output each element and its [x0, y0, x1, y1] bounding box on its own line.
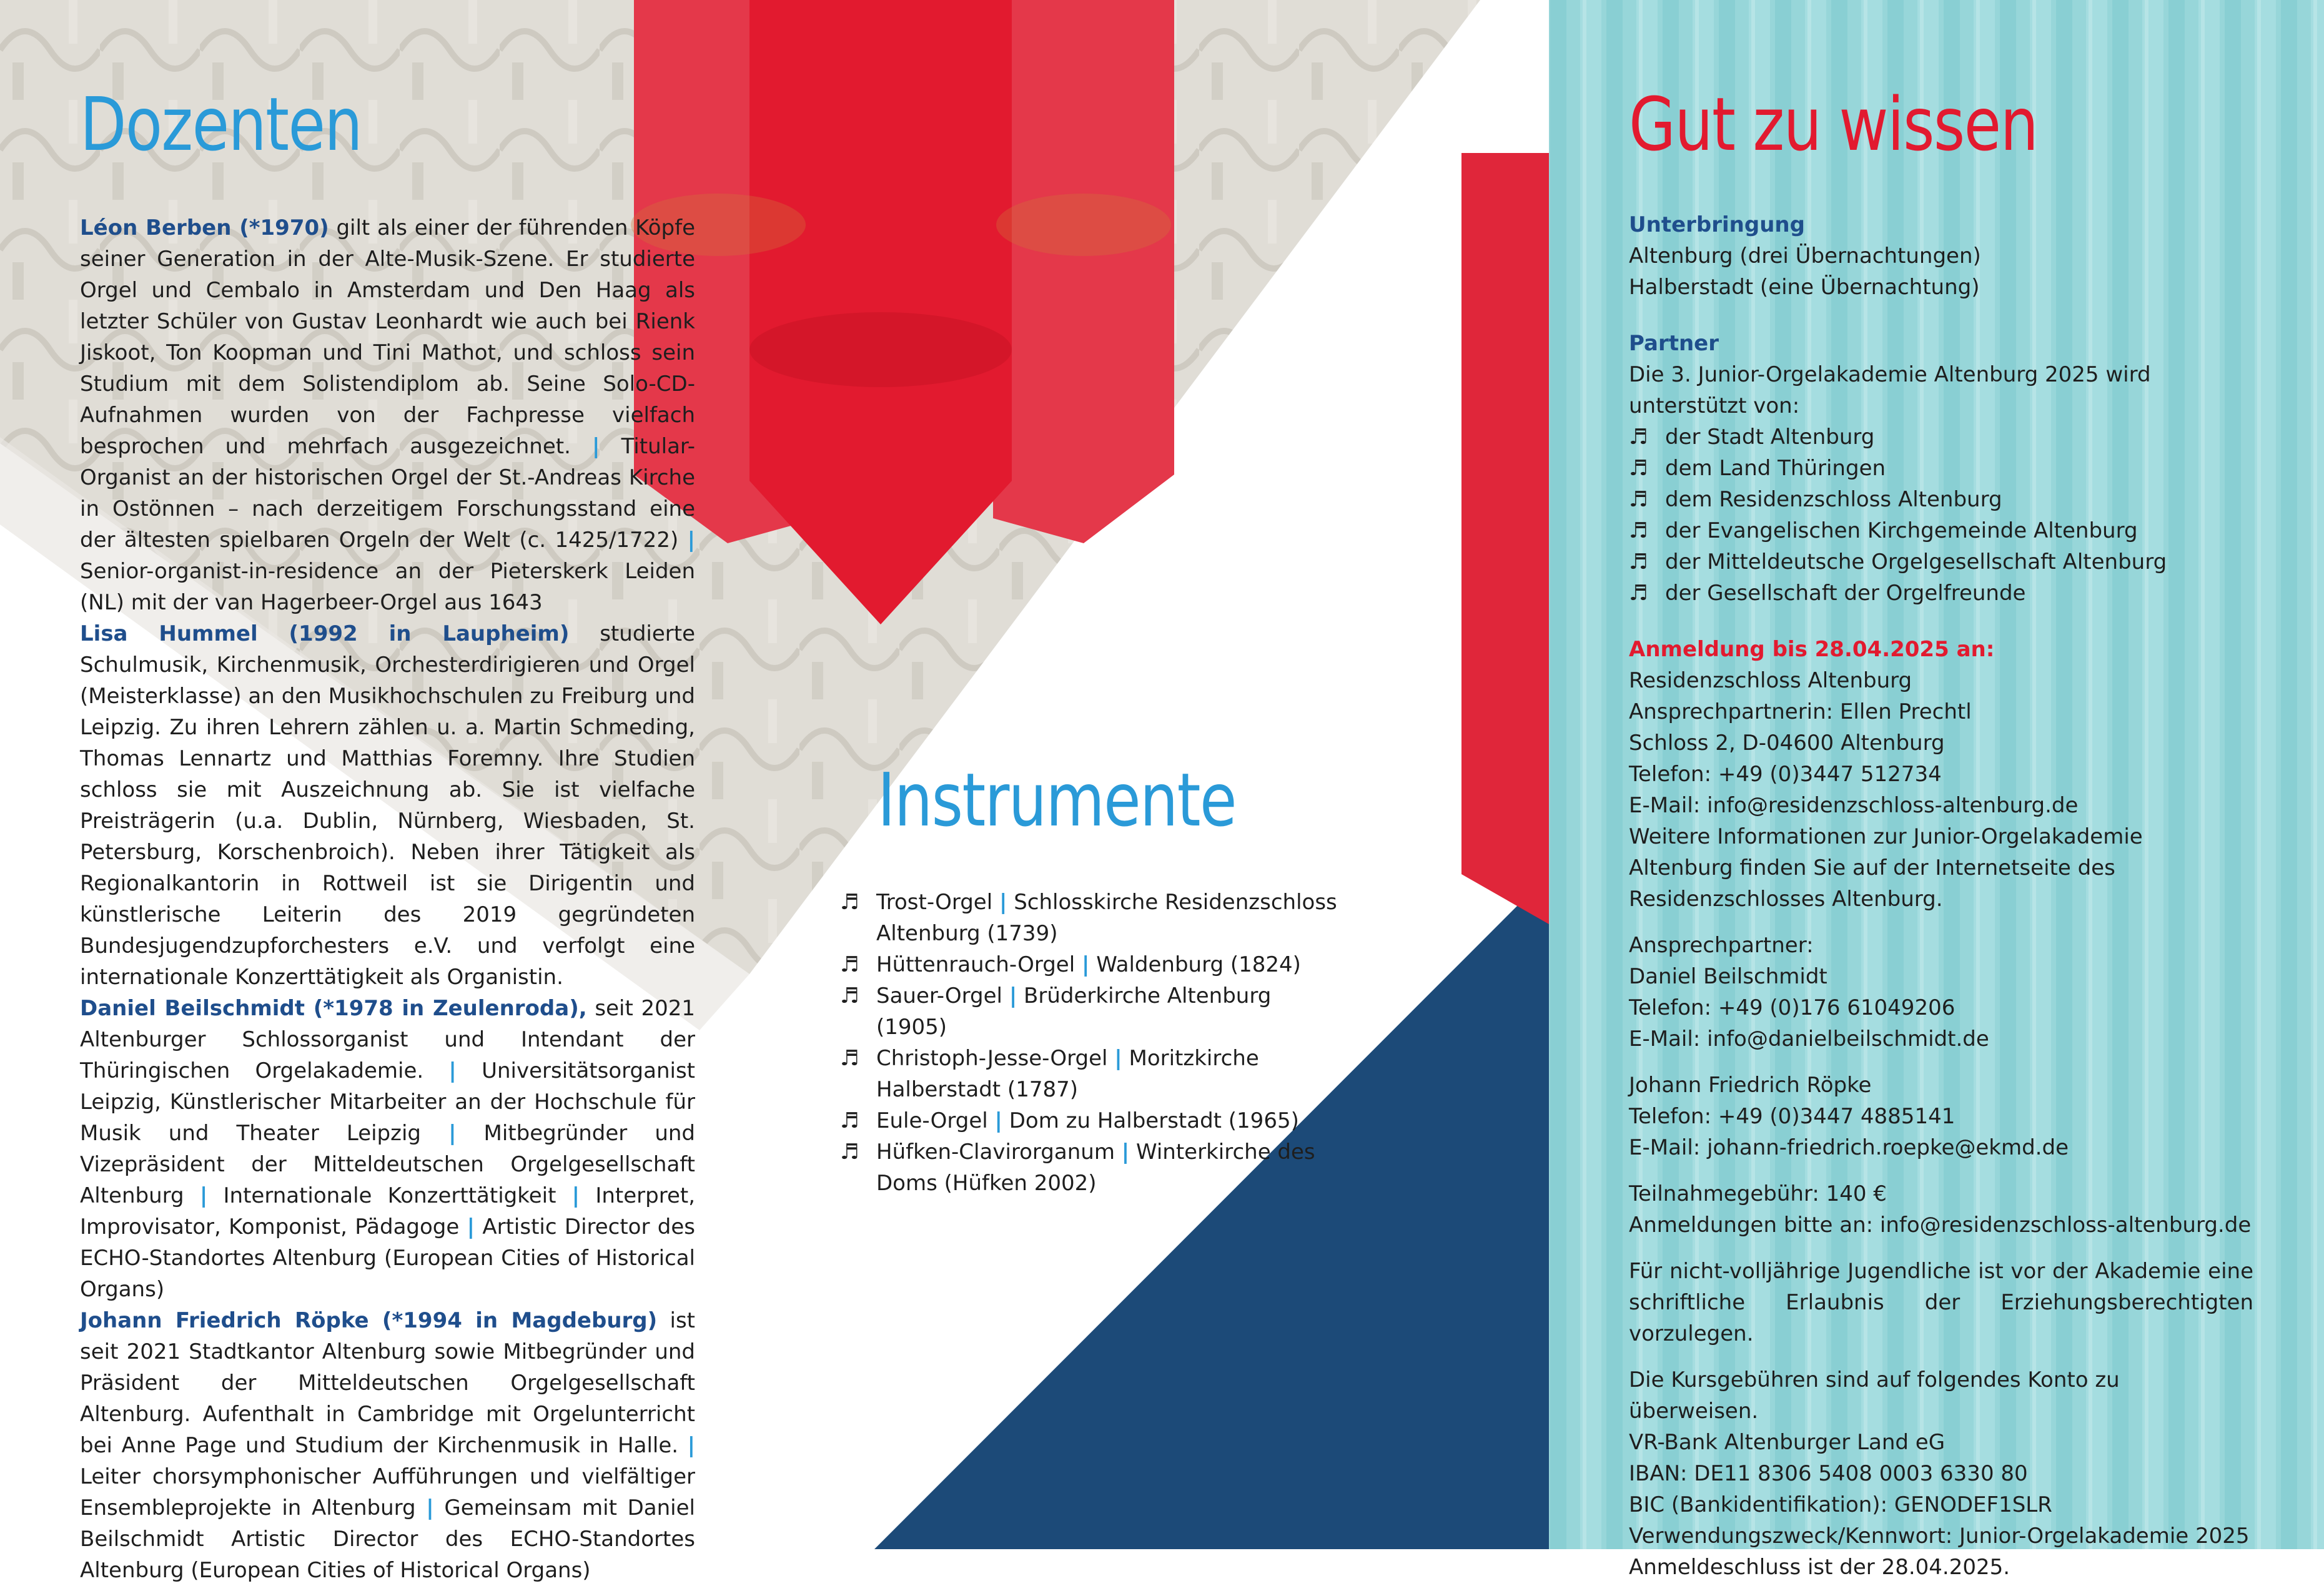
separator: | — [571, 1183, 580, 1208]
separator: | — [448, 1058, 457, 1083]
bio-name: Johann Friedrich Röpke (*1994 in Magdeburg) — [80, 1308, 658, 1333]
red-side-ribbon — [1461, 153, 1549, 924]
contact-line: Daniel Beilschmidt — [1629, 964, 1827, 989]
partner-item: ♬ dem Residenzschloss Altenburg — [1629, 484, 2253, 515]
bank-line: Anmeldeschluss ist der 28.04.2025. — [1629, 1555, 2010, 1580]
bio-daniel-beilschmidt: Daniel Beilschmidt (*1978 in Zeulenroda), seit 2021 Altenburger Schlossorganist und Intendant der Thüringischen Orgelakademie. | Universitätsorganist Leipzig, Künstlerischer Mitarbeiter an der Hochschule für Musik und Theater Leipzig | Mitbegründer und Vizepräsident der Mitteldeutschen Orgelgesellschaft Altenburg | Internationale Konzerttätigkeit | Interpret, Improvisator, Komponist, Pädagoge | Artistic Director des ECHO-Standortes Altenburg (European Cities of Historical Organs) — [80, 996, 696, 1302]
instrument-item: ♬ Hüttenrauch-Orgel | Waldenburg (1824) — [840, 949, 1340, 980]
bio-johann-friedrich-roepke: Johann Friedrich Röpke (*1994 in Magdeburg) ist seit 2021 Stadtkantor Altenburg sowie Mitbegründer und Präsident der Mitteldeutschen Orgelgesellschaft Altenburg. Aufenthalt in Cambridge mit Orgelunterricht bei Anne Page und Studium der Kirchenmusik in Halle. | Leiter chorsymphonischer Aufführungen und vielfältiger Ensembleprojekte in Altenburg | Gemeinsam mit Daniel Beilschmidt Artistic Director des ECHO-Standortes Altenburg (European Cities of Historical Organs) — [80, 1308, 695, 1583]
music-note-icon: ♬ — [1629, 581, 1648, 606]
bank-line: Verwendungszweck/Kennwort: Junior-Orgelakademie 2025 — [1629, 1524, 2250, 1549]
info-text: Weitere Informationen zur Junior-Orgelakademie Altenburg finden Sie auf der Internetseite des Residenzschlosses Altenburg. — [1629, 824, 2143, 912]
bio-lisa-hummel: Lisa Hummel (1992 in Laupheim) studierte Schulmusik, Kirchenmusik, Orchesterdirigieren und Orgel (Meisterklasse) an den Musikhochschulen zu Freiburg und Leipzig. Zu ihren Lehrern zählen u. a. Martin Schmeding, Thomas Lennartz und Matthias Foremny. Ihre Studien schloss sie mit Auszeichnung ab. Sie ist vielfache Preisträgerin (u.a. Dublin, Nürnberg, Wiesbaden, St. Petersburg, Korschenbroich). Neben ihrer Tätigkeit als Regionalkantorin in Rottweil ist sie Dirigentin und künstlerische Leiterin des 2019 gegründeten Bundesjugendzupforchesters e.V. und verfolgt eine internationale Konzerttätigkeit als Organistin. — [80, 621, 695, 990]
separator: | — [448, 1121, 457, 1146]
music-note-icon: ♬ — [840, 1046, 859, 1071]
bio-name: Léon Berben (*1970) — [80, 215, 329, 240]
red-ribbon-right — [993, 0, 1174, 543]
unterbringung-line: Halberstadt (eine Übernachtung) — [1629, 275, 1980, 300]
instrumente-list — [840, 887, 1340, 1199]
anmeldung-line: Ansprechpartnerin: Ellen Prechtl — [1629, 699, 1972, 724]
music-note-icon: ♬ — [1629, 549, 1648, 574]
instrument-item: ♬ Eule-Orgel | Dom zu Halberstadt (1965) — [840, 1105, 1340, 1136]
anmeldung-line: Schloss 2, D-04600 Altenburg — [1629, 731, 1945, 756]
contact-line: Johann Friedrich Röpke — [1629, 1073, 1872, 1098]
instrument-item: ♬ Trost-Orgel | Schlosskirche Residenzschloss Altenburg (1739) — [840, 887, 1340, 949]
music-note-icon: ♬ — [840, 1108, 859, 1133]
dozenten-heading: Dozenten — [80, 81, 362, 167]
unterbringung-line: Altenburg (drei Übernachtungen) — [1629, 244, 1981, 268]
anmeldung-email: E-Mail: info@residenzschloss-altenburg.de — [1629, 793, 2079, 818]
bio-name: Lisa Hummel (1992 in Laupheim) — [80, 621, 570, 646]
separator: | — [999, 890, 1007, 915]
info-column — [1629, 209, 2253, 1583]
contact-line: Ansprechpartner: — [1629, 933, 1814, 958]
partner-list — [1629, 421, 2253, 609]
partner-item: ♬ der Gesellschaft der Orgelfreunde — [1629, 578, 2253, 609]
separator: | — [467, 1214, 475, 1239]
contact-line: E-Mail: info@danielbeilschmidt.de — [1629, 1027, 1989, 1052]
music-note-icon: ♬ — [840, 890, 859, 915]
bank-line: VR-Bank Altenburger Land eG — [1629, 1430, 1946, 1455]
separator: | — [426, 1495, 434, 1520]
music-note-icon: ♬ — [1629, 456, 1648, 481]
separator: | — [1009, 983, 1017, 1008]
partner-item: ♬ der Mitteldeutsche Orgelgesellschaft Altenburg — [1629, 546, 2253, 578]
music-note-icon: ♬ — [840, 983, 859, 1008]
music-note-icon: ♬ — [1629, 425, 1648, 450]
gut-zu-wissen-heading: Gut zu wissen — [1629, 81, 2038, 167]
anmeldung-label: Anmeldung bis 28.04.2025 an: — [1629, 637, 1995, 662]
unterbringung-label: Unterbringung — [1629, 212, 1805, 237]
fee-line: Anmeldungen bitte an: info@residenzschloss-altenburg.de — [1629, 1213, 2252, 1238]
separator: | — [994, 1108, 1002, 1133]
dozenten-column — [80, 212, 695, 1586]
music-note-icon: ♬ — [840, 1140, 859, 1165]
contact-line: Telefon: +49 (0)3447 4885141 — [1629, 1104, 1956, 1129]
bank-line: IBAN: DE11 8306 5408 0003 6330 80 — [1629, 1461, 2028, 1486]
music-note-icon: ♬ — [1629, 487, 1648, 512]
instrument-item: ♬ Sauer-Orgel | Brüderkirche Altenburg (1905) — [840, 980, 1340, 1043]
separator: | — [1121, 1140, 1130, 1165]
anmeldung-line: Telefon: +49 (0)3447 512734 — [1629, 762, 1942, 787]
contact-line: Telefon: +49 (0)176 61049206 — [1629, 995, 1956, 1020]
anmeldung-line: Residenzschloss Altenburg — [1629, 668, 1912, 693]
partner-item: ♬ der Stadt Altenburg — [1629, 421, 2253, 453]
separator: | — [1114, 1046, 1122, 1071]
minors-text: Für nicht-volljährige Jugendliche ist vor der Akademie eine schriftliche Erlaubnis der Erziehungsberechtigten vorzulegen. — [1629, 1259, 2253, 1346]
bank-line: Die Kursgebühren sind auf folgendes Konto zu überweisen. — [1629, 1367, 2120, 1424]
contact-line: E-Mail: johann-friedrich.roepke@ekmd.de — [1629, 1135, 2069, 1160]
separator: | — [199, 1183, 208, 1208]
bio-leon-berben: Léon Berben (*1970) gilt als einer der führenden Köpfe seiner Generation in der Alte-Musik-Szene. Er studierte Orgel und Cembalo in Amsterdam und Den Haag als letzter Schüler von Gustav Leonhardt wie auch bei Rienk Jiskoot, Ton Koopman und Tini Mathot, und schloss sein Studium mit dem Solistendiplom ab. Seine Solo-CD-Aufnahmen wurden von der Fachpresse vielfach besprochen und mehrfach ausgezeichnet. | Titular-Organist an der historischen Orgel der St.-Andreas Kirche in Ostönnen – nach derzeitigem Forschungsstand eine der ältesten spielbaren Orgeln der Welt (c. 1425/1722) | Senior-organist-in-residence an der Pieterskerk Leiden (NL) mit der van Hagerbeer-Orgel aus 1643 — [80, 215, 696, 615]
bio-name: Daniel Beilschmidt (*1978 in Zeulenroda), — [80, 996, 587, 1021]
separator: | — [592, 434, 600, 459]
partner-label: Partner — [1629, 331, 1719, 356]
separator: | — [687, 1433, 695, 1458]
separator: | — [687, 528, 695, 553]
fee-line: Teilnahmegebühr: 140 € — [1629, 1181, 1887, 1206]
bank-line: BIC (Bankidentifikation): GENODEF1SLR — [1629, 1492, 2052, 1517]
partner-item: ♬ dem Land Thüringen — [1629, 453, 2253, 484]
instrument-item: ♬ Christoph-Jesse-Orgel | Moritzkirche Halberstadt (1787) — [840, 1043, 1340, 1105]
music-note-icon: ♬ — [840, 952, 859, 977]
partner-intro: Die 3. Junior-Orgelakademie Altenburg 2025 wird unterstützt von: — [1629, 362, 2151, 418]
separator: | — [1081, 952, 1090, 977]
partner-item: ♬ der Evangelischen Kirchgemeinde Altenburg — [1629, 515, 2253, 546]
music-note-icon: ♬ — [1629, 518, 1648, 543]
instrumente-heading: Instrumente — [878, 757, 1236, 843]
instrument-item: ♬ Hüfken-Clavirorganum | Winterkirche des Doms (Hüfken 2002) — [840, 1136, 1340, 1199]
